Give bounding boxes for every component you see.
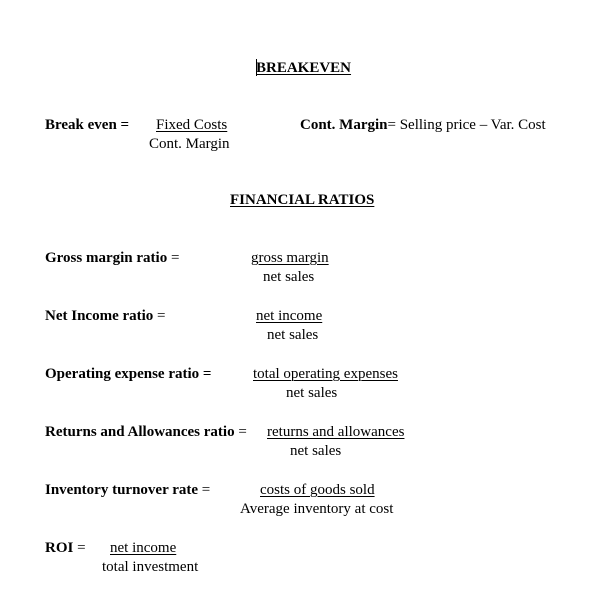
break-even-numerator: Fixed Costs — [156, 117, 228, 133]
cont-margin-label: Cont. Margin — [300, 117, 388, 133]
returns-allowances-denominator: net sales — [290, 443, 342, 459]
operating-expense-numerator: total operating expenses — [253, 366, 398, 382]
gross-margin-numerator: gross margin — [251, 250, 329, 266]
break-even-label: Break even = — [45, 117, 130, 133]
returns-allowances-numerator: returns and allowances — [267, 424, 405, 440]
financial-ratios-heading: FINANCIAL RATIOS — [230, 192, 375, 208]
break-even-denominator: Cont. Margin — [149, 136, 230, 152]
gross-margin-denominator: net sales — [263, 269, 315, 285]
ratio-equals: = — [198, 482, 211, 498]
ratio-name: Returns and Allowances ratio — [45, 424, 235, 440]
inventory-turnover-numerator: costs of goods sold — [260, 482, 375, 498]
ratio-equals: = — [167, 250, 180, 266]
net-income-numerator: net income — [256, 308, 323, 324]
net-income-ratio-label — [45, 307, 166, 325]
inventory-turnover-label — [45, 481, 210, 499]
roi-numerator: net income — [110, 540, 177, 556]
ratio-name: Operating expense ratio = — [45, 366, 212, 382]
inventory-turnover-denominator: Average inventory at cost — [240, 501, 394, 517]
ratio-name: Gross margin ratio — [45, 250, 168, 266]
roi-denominator: total investment — [102, 559, 199, 575]
ratio-name: Net Income ratio — [45, 308, 154, 324]
roi-label — [45, 539, 86, 557]
returns-allowances-ratio-label — [45, 423, 247, 441]
ratio-equals: = — [234, 424, 247, 440]
ratio-name: ROI — [45, 540, 74, 556]
ratio-equals: = — [153, 308, 166, 324]
ratio-equals: = — [73, 540, 86, 556]
operating-expense-ratio-label — [45, 365, 211, 383]
operating-expense-denominator: net sales — [286, 385, 338, 401]
breakeven-heading: BREAKEVEN — [256, 60, 352, 76]
cont-margin-formula — [300, 116, 546, 134]
net-income-denominator: net sales — [267, 327, 319, 343]
ratio-name: Inventory turnover rate — [45, 482, 199, 498]
gross-margin-ratio-label — [45, 249, 179, 267]
cont-margin-expression: = Selling price – Var. Cost — [387, 117, 546, 133]
